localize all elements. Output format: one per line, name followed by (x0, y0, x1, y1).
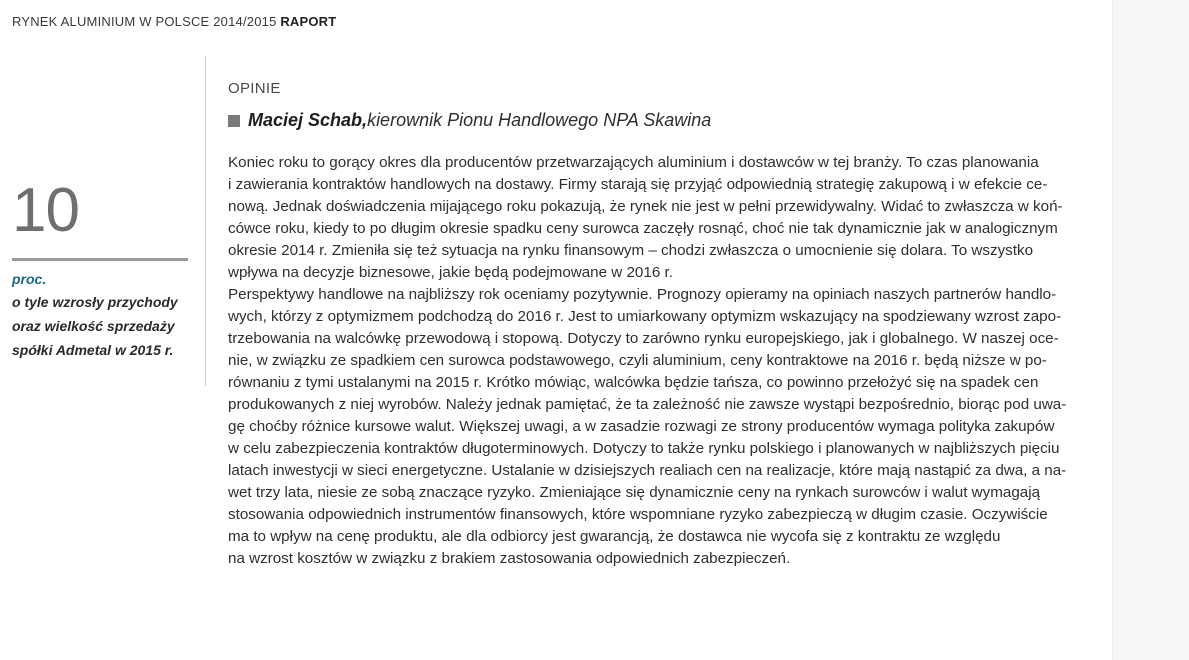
body-line: cówce roku, kiedy to po długim okresie spadku ceny surowca zaczęły rosnąć, choć nie tak dynamicznie jak w analogicznym (228, 220, 1058, 237)
stat-box (12, 176, 192, 362)
section-label: OPINIE (228, 80, 281, 97)
body-line: i zawierania kontraktów handlowych na dostawy. Firmy starają się przyjąć odpowiednią strategię zakupową i w efekcie ce- (228, 176, 1048, 193)
stat-unit: proc. (12, 271, 47, 287)
body-line: latach inwestycji w sieci energetyczne. Ustalanie w dzisiejszych realiach cen na realizacje, które mają nastąpić za dwa, a na- (228, 462, 1067, 479)
body-line: wet trzy lata, niesie ze sobą znaczące ryzyko. Zmieniające się dynamicznie ceny na rynkach surowców i walut wymagają (228, 484, 1041, 501)
byline (228, 110, 711, 131)
stat-description-line: spółki Admetal w 2015 r. (12, 342, 174, 358)
stat-divider (12, 258, 188, 261)
body-line: Perspektywy handlowe na najbliższy rok oceniamy pozytywnie. Prognozy opieramy na opiniach naszych partnerów handlo- (228, 286, 1057, 303)
body-line: nie, w związku ze spadkiem cen surowca podstawowego, czyli aluminium, ceny kontraktowe na 2016 r. będą niższe w po- (228, 352, 1047, 369)
running-title: RYNEK ALUMINIUM W POLSCE 2014/2015 (12, 14, 277, 29)
column-divider (205, 56, 206, 386)
author-name: Maciej Schab, (248, 110, 368, 130)
body-line: na wzrost kosztów w związku z brakiem zastosowania odpowiednich zabezpieczeń. (228, 550, 791, 567)
page-edge-shadow (1112, 0, 1189, 660)
stat-description-line: oraz wielkość sprzedaży (12, 318, 175, 334)
body-line: Koniec roku to gorący okres dla producentów przetwarzających aluminium i dostawców w tej branży. To czas planowania (228, 154, 1039, 171)
section-tag: RAPORT (280, 14, 337, 29)
body-line: w celu zabezpieczenia kontraktów długoterminowych. Dotyczy to także rynku polskiego i planowanych w najbliższych pięciu (228, 440, 1060, 457)
body-line: wych, którzy z optymizmem podchodzą do 2016 r. Jest to umiarkowany optymizm wskazujący na spodziewany wzrost zapo- (228, 308, 1062, 325)
body-line: gę choćby różnice kursowe walut. Większej uwagi, a w zasadzie rozwagi ze strony producentów wymaga polityka zakupów (228, 418, 1055, 435)
stat-description (12, 290, 192, 362)
author-role: kierownik Pionu Handlowego NPA Skawina (367, 110, 712, 130)
body-line: nową. Jednak doświadczenia mijającego roku pokazują, że rynek nie jest w pełni przewidywalny. Widać to zwłaszcza w koń- (228, 198, 1063, 215)
body-line: stosowania odpowiednich instrumentów finansowych, które wspomniane ryzyko zabezpieczą w długim czasie. Oczywiście (228, 506, 1048, 523)
running-header (12, 14, 336, 29)
stat-number: 10 (12, 176, 79, 245)
body-line: okresie 2014 r. Zmieniła się też sytuacja na rynku finansowym – chodzi zwłaszcza o umocnienie się dolara. To wszystko (228, 242, 1034, 259)
article-body (228, 152, 1098, 570)
body-line: trzebowania na walcówkę przewodową i stopową. Dotyczy to zarówno rynku europejskiego, jak i globalnego. W naszej oce- (228, 330, 1059, 347)
stat-description-line: o tyle wzrosły przychody (12, 294, 178, 310)
body-line: wpływa na decyzje biznesowe, jakie będą podejmowane w 2016 r. (228, 264, 673, 281)
body-line: produkowanych z niej wyrobów. Należy jednak pamiętać, że ta zależność nie zawsze wystąpi bezpośrednio, biorąc pod uwa- (228, 396, 1067, 413)
bullet-square-icon (228, 115, 240, 127)
body-line: równaniu z tymi ustalanymi na 2015 r. Krótko mówiąc, walcówka będzie tańsza, co powinno przełożyć się na spadek cen (228, 374, 1039, 391)
body-line: ma to wpływ na cenę produktu, ale dla odbiorcy jest gwarancją, że dostawca nie wycofa się z kontraktu ze względu (228, 528, 1001, 545)
